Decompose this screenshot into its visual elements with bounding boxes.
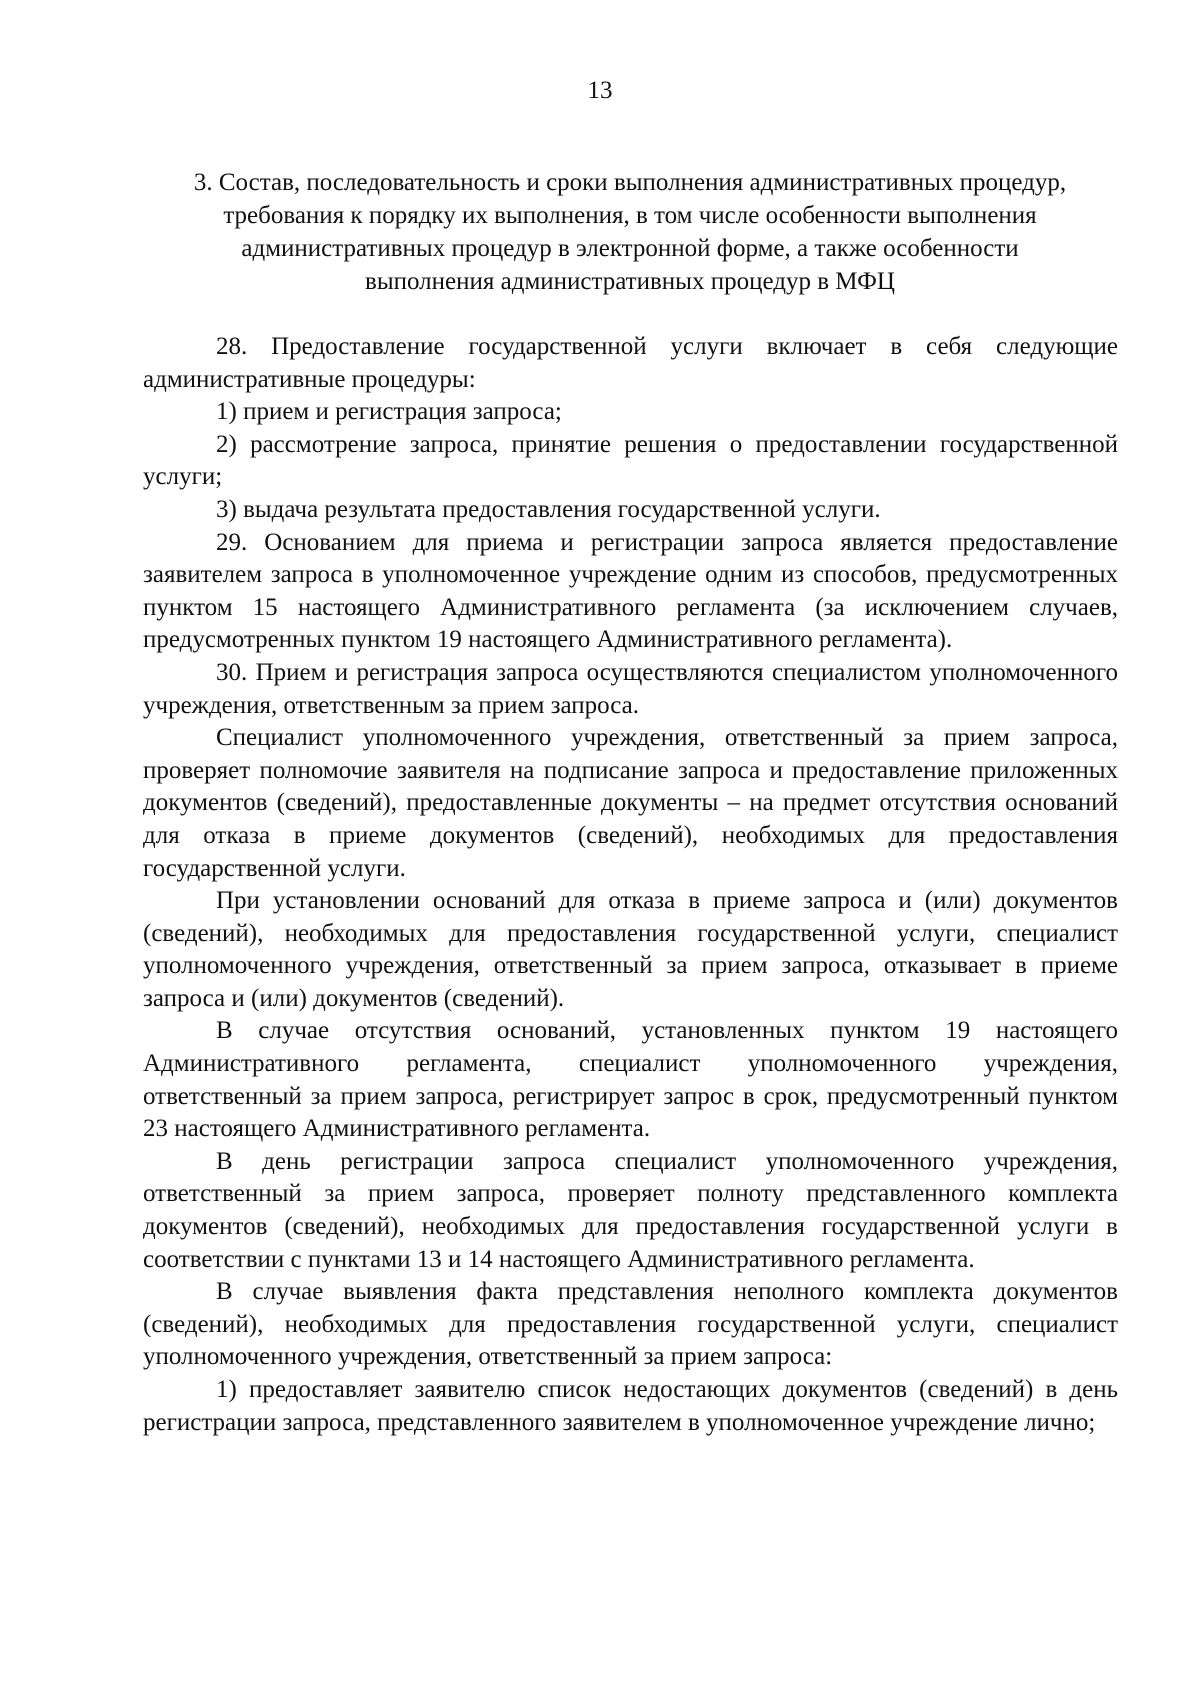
list-item-provide-missing: 1) предоставляет заявителю список недостающих документов (сведений) в день регистрации запроса, представленного заявителем в уполномоченное учреждение лично; <box>143 1376 1118 1436</box>
paragraph-completeness-check: В день регистрации запроса специалист уполномоченного учреждения, ответственный за прием запроса, проверяет полноту представленного комплекта документов (сведений), необходимых для предоставления государственной услуги в соответствии с пунктами 13 и 14 настоящего Административного регламента. <box>143 1147 1118 1273</box>
paragraph-30: 30. Прием и регистрация запроса осуществляются специалистом уполномоченного учреждения, ответственным за прием запроса. <box>143 658 1118 719</box>
paragraph-incomplete-set: В случае выявления факта представления неполного комплекта документов (сведений), необходимых для предоставления государственной услуги, специалист уполномоченного учреждения, ответственный за прием запроса: <box>143 1278 1118 1371</box>
paragraph-refusal: При установлении оснований для отказа в приеме запроса и (или) документов (сведений), необходимых для предоставления государственной услуги, специалист уполномоченного учреждения, ответственный за прием запроса, отказывает в приеме запроса и (или) документов (сведений). <box>143 887 1118 1012</box>
list-item-1: 1) прием и регистрация запроса; <box>216 398 562 426</box>
document-body <box>143 331 1118 1439</box>
paragraph-registration: В случае отсутствия оснований, установленных пунктом 19 настоящего Административного регламента, специалист уполномоченного учреждения, ответственный за прием запроса, регистрирует запрос в срок, предусмотренный пунктом 23 настоящего Административного регламента. <box>143 1017 1118 1143</box>
section-heading: 3. Состав, последовательность и сроки выполнения административных процедур, требования к порядку их выполнения, в том числе особенности выполнения административных процедур в электронной форме, а также особенности выполнения административных процедур в МФЦ <box>193 169 1067 295</box>
paragraph-28: 28. Предоставление государственной услуги включает в себя следующие административные процедуры: <box>143 333 1118 393</box>
paragraph-29: 29. Основанием для приема и регистрации запроса является предоставление заявителем запроса в уполномоченное учреждение одним из способов, предусмотренных пунктом 15 настоящего Административного регламента (за исключением случаев, предусмотренных пунктом 19 настоящего Административного регламента). <box>143 528 1118 654</box>
list-item-3: 3) выдача результата предоставления государственной услуги. <box>216 495 881 523</box>
page-number: 13 <box>587 77 613 104</box>
paragraph-specialist-check: Специалист уполномоченного учреждения, ответственный за прием запроса, проверяет полномочие заявителя на подписание запроса и предоставление приложенных документов (сведений), предоставленные документы – на предмет отсутствия оснований для отказа в приеме документов (сведений), необходимых для предоставления государственной услуги. <box>143 724 1118 882</box>
list-item-2: 2) рассмотрение запроса, принятие решения о предоставлении государственной услуги; <box>143 430 1118 491</box>
